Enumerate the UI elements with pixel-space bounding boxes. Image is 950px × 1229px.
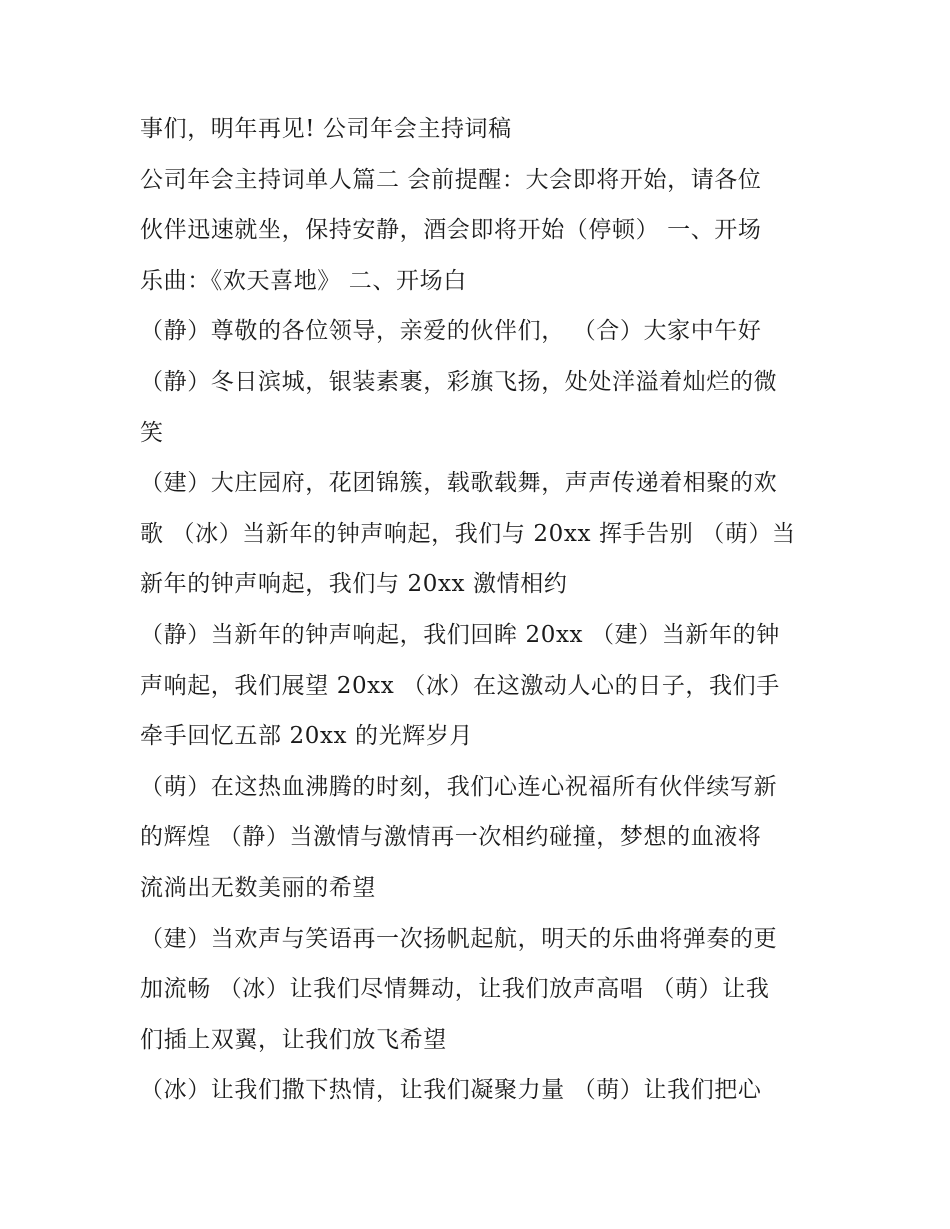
text-line: 笑 xyxy=(140,419,164,446)
text-line: 公司年会主持词单人篇二 会前提醒：大会即将开始，请各位 xyxy=(140,166,762,193)
text-line: （静）冬日滨城，银装素裹，彩旗飞扬，处处洋溢着灿烂的微 xyxy=(140,368,778,395)
text-line: 的辉煌 （静）当激情与激情再一次相约碰撞，梦想的血液将 xyxy=(140,824,762,851)
text-line: 伙伴迅速就坐，保持安静，酒会即将开始（停顿） 一、开场 xyxy=(140,217,762,244)
text-line: 流淌出无数美丽的希望 xyxy=(140,874,376,901)
text-line: 牵手回忆五部 20xx 的光辉岁月 xyxy=(140,723,474,750)
text-line: （萌）在这热血沸腾的时刻，我们心连心祝福所有伙伴续写新 xyxy=(140,773,778,800)
text-line: （静）当新年的钟声响起，我们回眸 20xx （建）当新年的钟 xyxy=(140,621,780,648)
text-line: 们插上双翼，让我们放飞希望 xyxy=(140,1026,447,1053)
text-line: （建）大庄园府，花团锦簇，载歌载舞，声声传递着相聚的欢 xyxy=(140,470,778,497)
text-line: 新年的钟声响起，我们与 20xx 激情相约 xyxy=(140,571,568,598)
text-line: 乐曲：《欢天喜地》 二、开场白 xyxy=(140,267,467,294)
document-body xyxy=(140,104,830,1116)
text-line: （冰）让我们撒下热情，让我们凝聚力量 （萌）让我们把心 xyxy=(140,1077,762,1104)
text-line: 加流畅 （冰）让我们尽情舞动，让我们放声高唱 （萌）让我 xyxy=(140,976,770,1003)
text-line: 歌 （冰）当新年的钟声响起，我们与 20xx 挥手告别 （萌）当 xyxy=(140,520,796,547)
text-line: 声响起，我们展望 20xx （冰）在这激动人心的日子，我们手 xyxy=(140,672,780,699)
text-line: （建）当欢声与笑语再一次扬帆起航，明天的乐曲将弹奏的更 xyxy=(140,925,778,952)
text-line: 事们，明年再见! 公司年会主持词稿 xyxy=(140,116,512,142)
text-line: （静）尊敬的各位领导，亲爱的伙伴们， （合）大家中午好 xyxy=(140,318,762,345)
